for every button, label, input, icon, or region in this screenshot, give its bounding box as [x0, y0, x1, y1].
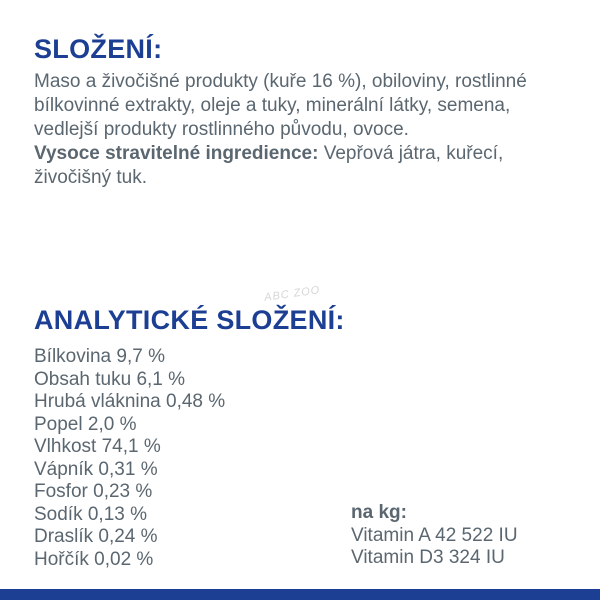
composition-heading: SLOŽENÍ: — [34, 34, 163, 64]
list-item: Draslík 0,24 % — [34, 526, 158, 547]
analytical-heading: ANALYTICKÉ SLOŽENÍ: — [34, 305, 345, 335]
composition-text: Maso a živočišné produkty (kuře 16 %), obiloviny, rostlinné bílkovinné extrakty, oleje a tuky, minerální látky, semena, vedlejší produkty rostlinného původu, ovoce. — [34, 71, 527, 140]
vitamin-list — [351, 502, 518, 570]
list-item: Sodík 0,13 % — [34, 503, 148, 525]
list-item: Vlhkost 74,1 % — [34, 436, 161, 457]
list-item: Obsah tuku 6,1 % — [34, 368, 186, 390]
highlight-text: Vepřová játra, kuřecí, živočišný tuk. — [34, 143, 504, 188]
vitamin-item: Vitamin A 42 522 IU — [351, 524, 518, 546]
list-item: Hrubá vláknina 0,48 % — [34, 391, 226, 412]
analytical-list — [34, 346, 225, 571]
vitamin-label: na kg: — [351, 502, 407, 523]
list-item: Hořčík 0,02 % — [34, 548, 154, 570]
vitamin-item: Vitamin D3 324 IU — [351, 547, 505, 568]
list-item: Bílkovina 9,7 % — [34, 346, 165, 367]
list-item: Vápník 0,31 % — [34, 458, 158, 480]
list-item: Popel 2,0 % — [34, 413, 137, 435]
highlight-label: Vysoce stravitelné ingredience: — [34, 143, 319, 164]
composition-paragraph — [34, 70, 574, 190]
list-item: Fosfor 0,23 % — [34, 481, 153, 502]
watermark: ABC ZOO — [263, 284, 322, 304]
bottom-bar — [0, 589, 600, 600]
